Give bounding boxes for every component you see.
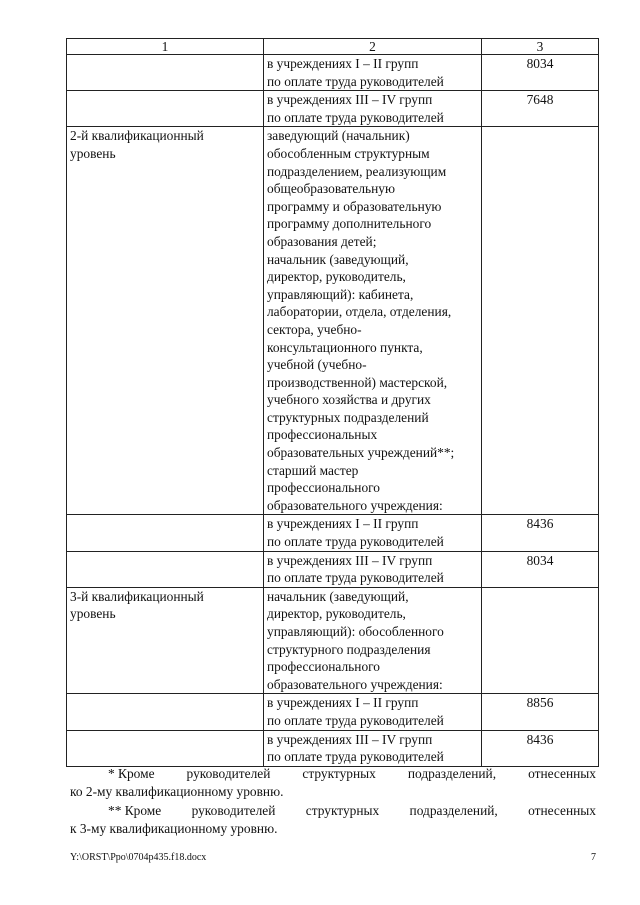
table-header-row <box>67 39 599 55</box>
position-cell-line: заведующий (начальник) <box>267 128 410 144</box>
salary-value-cell: 8436 <box>482 515 599 551</box>
position-cell-line: по оплате труда руководителей <box>267 109 444 125</box>
position-cell-line: профессионального <box>267 659 380 675</box>
qualification-level-cell <box>67 91 264 127</box>
table-row <box>67 730 599 766</box>
footnote-word: подразделений, <box>409 803 498 819</box>
qualification-level-cell <box>67 55 264 91</box>
salary-value-cell: 7648 <box>482 91 599 127</box>
qualification-level-cell-line: уровень <box>70 606 116 622</box>
footnote <box>70 802 596 837</box>
position-cell-line: директор, руководитель, <box>267 269 406 285</box>
position-cell-line: в учреждениях III – IV групп <box>267 92 433 108</box>
column-header: 3 <box>482 39 599 55</box>
position-cell <box>264 551 482 587</box>
table-row <box>67 587 599 694</box>
position-cell-line: обособленным структурным <box>267 145 430 161</box>
table-row <box>67 91 599 127</box>
position-cell-line: в учреждениях I – II групп <box>267 516 419 532</box>
position-cell-line: структурных подразделений <box>267 409 429 425</box>
position-cell-line: по оплате труда руководителей <box>267 534 444 550</box>
footnote-first-line <box>70 765 596 783</box>
position-cell <box>264 91 482 127</box>
footnote-word: руководителей <box>191 803 276 819</box>
position-cell-line: старший мастер <box>267 462 359 478</box>
footnotes <box>70 765 596 839</box>
footnote-word: структурных <box>305 803 380 819</box>
salary-value-cell <box>482 587 599 694</box>
file-path: Y:\ORST\Ppo\0704p435.f18.docx <box>70 852 207 863</box>
position-cell-line: в учреждениях III – IV групп <box>267 731 433 747</box>
position-cell-line: по оплате труда руководителей <box>267 570 444 586</box>
table-row <box>67 515 599 551</box>
position-cell <box>264 730 482 766</box>
position-cell-line: профессиональных <box>267 427 378 443</box>
position-cell-line: управляющий): обособленного <box>267 624 444 639</box>
position-cell-line: по оплате труда руководителей <box>267 712 444 728</box>
position-cell <box>264 515 482 551</box>
position-cell-line: подразделением, реализующим <box>267 163 447 179</box>
position-cell-line: образовательного учреждения: <box>267 497 443 513</box>
position-cell-line: сектора, учебно- <box>267 321 362 337</box>
position-cell-line: по оплате труда руководителей <box>267 749 444 765</box>
qualification-level-cell-line: уровень <box>70 145 116 161</box>
footnote <box>70 765 596 800</box>
footnote-word: отнесенных <box>528 803 596 819</box>
position-cell-line: образовательного учреждения: <box>267 676 443 692</box>
position-cell-line: директор, руководитель, <box>267 606 406 622</box>
position-cell-line: профессионального <box>267 480 380 496</box>
table-row <box>67 551 599 587</box>
position-cell-line: по оплате труда руководителей <box>267 73 444 89</box>
salary-value-cell: 8034 <box>482 551 599 587</box>
position-cell-line: в учреждениях I – II групп <box>267 56 419 71</box>
position-cell-line: производственной) мастерской, <box>267 374 448 390</box>
table-row <box>67 694 599 730</box>
position-cell-line: структурного подразделения <box>267 641 431 657</box>
position-cell-line: образования детей; <box>267 233 377 249</box>
position-cell-line: начальник (заведующий, <box>267 588 409 604</box>
column-header: 1 <box>67 39 264 55</box>
position-cell-line: учебной (учебно- <box>267 357 367 373</box>
column-header: 2 <box>264 39 482 55</box>
qualification-level-cell <box>67 127 264 515</box>
qualification-level-cell <box>67 730 264 766</box>
position-cell-line: консультационного пункта, <box>267 339 423 355</box>
position-cell <box>264 694 482 730</box>
qualification-level-cell-line: 2-й квалификационный <box>70 128 204 144</box>
footnote-second-line: к 3-му квалификационному уровню. <box>70 820 278 836</box>
position-cell <box>264 127 482 515</box>
salary-value-cell: 8436 <box>482 730 599 766</box>
salary-value-cell <box>482 127 599 515</box>
table-row <box>67 127 599 515</box>
table-row <box>67 55 599 91</box>
position-cell-line: программу дополнительного <box>267 216 432 232</box>
qualification-level-cell <box>67 587 264 694</box>
position-cell-line: образовательных учреждений**; <box>267 445 455 461</box>
qualification-level-cell-line: 3-й квалификационный <box>70 588 204 604</box>
page-footer <box>70 852 596 864</box>
position-cell-line: в учреждениях III – IV групп <box>267 552 433 568</box>
footnote-second-line: ко 2-му квалификационному уровню. <box>70 783 284 799</box>
position-cell-line: учебного хозяйства и других <box>267 392 431 408</box>
qualification-level-cell <box>67 694 264 730</box>
footnote-word: * Кроме <box>108 766 155 781</box>
position-cell <box>264 55 482 91</box>
salary-table <box>66 38 599 767</box>
footnote-word: структурных <box>302 766 376 781</box>
page-number: 7 <box>591 852 596 863</box>
position-cell-line: лаборатории, отдела, отделения, <box>267 304 452 320</box>
footnote-word: ** Кроме <box>108 803 162 819</box>
position-cell-line: начальник (заведующий, <box>267 251 409 267</box>
salary-value-cell: 8034 <box>482 55 599 91</box>
position-cell-line: общеобразовательную <box>267 181 396 197</box>
qualification-level-cell <box>67 515 264 551</box>
position-cell-line: программу и образовательную <box>267 198 442 214</box>
qualification-level-cell <box>67 551 264 587</box>
position-cell <box>264 587 482 694</box>
position-cell-line: в учреждениях I – II групп <box>267 695 419 711</box>
footnote-word: отнесенных <box>528 766 596 781</box>
footnote-first-line <box>70 802 596 820</box>
position-cell-line: управляющий): кабинета, <box>267 286 414 302</box>
salary-value-cell: 8856 <box>482 694 599 730</box>
footnote-word: руководителей <box>186 766 271 781</box>
footnote-word: подразделений, <box>407 766 497 781</box>
